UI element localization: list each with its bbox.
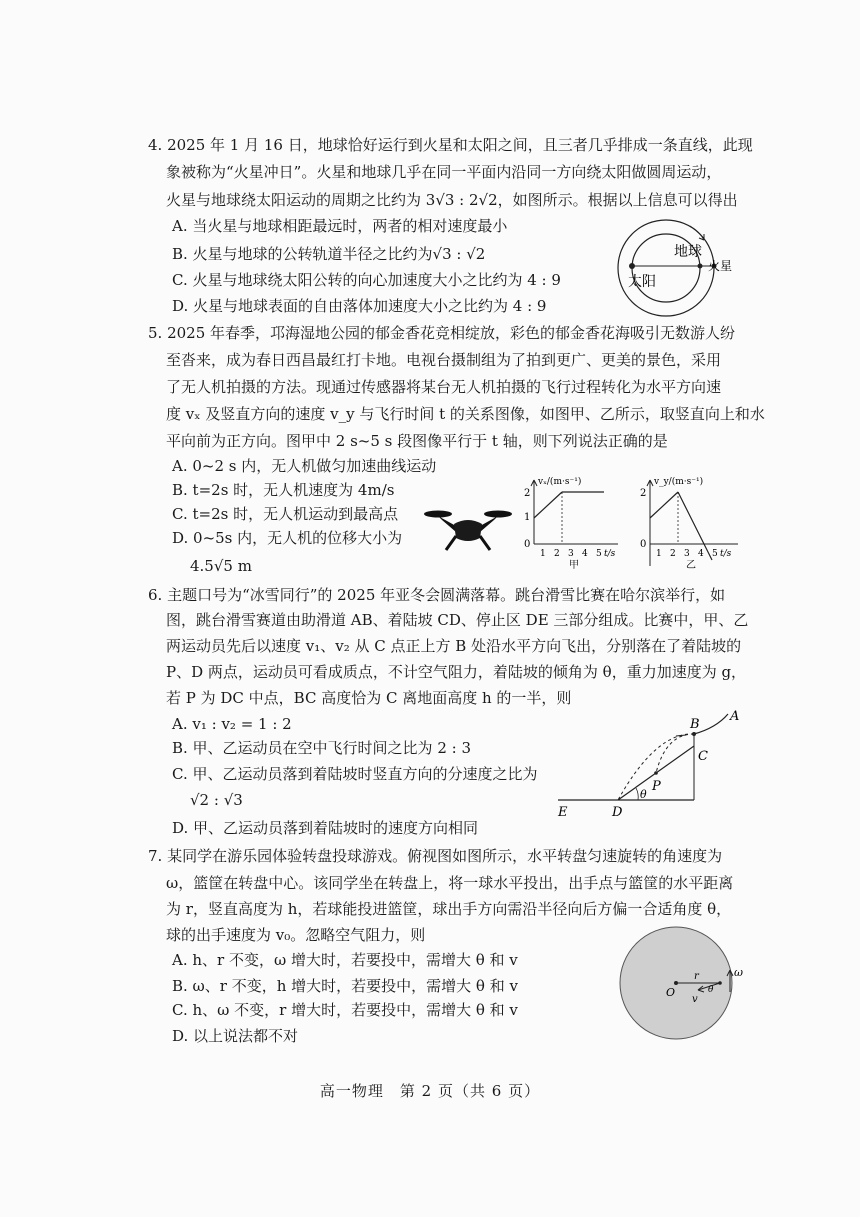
chart-yi	[630, 474, 742, 570]
yi-x-tick-5: 5	[712, 549, 718, 559]
angle-arc	[636, 788, 638, 800]
throw-point	[718, 981, 722, 985]
q7-line-4: 球的出手速度为 v₀。忽略空气阻力，则	[166, 926, 426, 944]
jia-y-label: vₓ/(m·s⁻¹)	[538, 477, 582, 487]
q5-option-d: D. 0~5s 内，无人机的位移大小为	[172, 529, 403, 547]
q5-line-2: 至沓来，成为春日西昌最红打卡地。电视台摄制组为了拍到更广、更美的景色，采用	[166, 351, 722, 369]
label-theta: θ	[640, 788, 647, 801]
q4-option-d: D. 火星与地球表面的自由落体加速度大小之比约为 4 : 9	[172, 297, 547, 315]
q6-line-1: 6. 主题口号为“冰雪同行”的 2025 年亚冬会圆满落幕。跳台滑雪比赛在哈尔滨举行，如	[148, 586, 726, 604]
q7-line-2: ω，篮筐在转盘中心。该同学坐在转盘上，将一球水平投出，出手点与篮筐的水平距离	[166, 874, 734, 892]
q7-line-3: 为 r，竖直高度为 h，若球能投进篮筐，球出手方向需沿半径向后方偏一合适角度 θ，	[166, 900, 732, 918]
yi-x-tick-4: 4	[698, 549, 704, 559]
q6-line-3: 两运动员先后以速度 v₁、v₂ 从 C 点正上方 B 处沿水平方向飞出，分别落在了着陆坡的	[166, 637, 742, 655]
q6-option-c-value: √2 : √3	[190, 791, 243, 809]
jia-x-tick-1: 1	[540, 549, 546, 559]
label-p: P	[652, 779, 661, 794]
chart-jia	[514, 474, 624, 570]
q6-option-b: B. 甲、乙运动员在空中飞行时间之比为 2 : 3	[172, 739, 472, 757]
jia-tick-2: 2	[524, 488, 531, 499]
point-b	[692, 732, 696, 736]
label-omega: ω	[734, 966, 743, 979]
yi-x-unit: t/s	[720, 549, 732, 559]
q4-option-b: B. 火星与地球的公转轨道半径之比约为√3 : √2	[172, 245, 486, 263]
label-theta: θ	[708, 985, 714, 995]
orbit-figure	[608, 214, 748, 322]
jia-x-tick-3: 3	[568, 549, 574, 559]
q5-option-c: C. t=2s 时，无人机运动到最高点	[172, 505, 399, 523]
yi-tick-0: 0	[640, 539, 647, 550]
yi-line-rise	[650, 492, 678, 518]
jia-tick-1: 1	[524, 512, 531, 523]
mars-label: 火星	[708, 259, 733, 273]
yi-x-tick-1: 1	[656, 549, 662, 559]
jia-line-rise	[534, 492, 562, 518]
q5-option-b: B. t=2s 时，无人机速度为 4m/s	[172, 481, 395, 499]
earth-dot	[698, 264, 703, 269]
sun-dot	[629, 263, 635, 269]
jia-x-tick-2: 2	[554, 549, 560, 559]
q5-option-d-value: 4.5√5 m	[190, 557, 252, 575]
drone-illustration	[422, 500, 514, 554]
q6-line-5: 若 P 为 DC 中点，BC 高度恰为 C 离地面高度 h 的一半，则	[166, 689, 572, 707]
jia-tick-0: 0	[524, 539, 531, 550]
q4-line-2: 象被称为“火星冲日”。火星和地球几乎在同一平面内沿同一方向绕太阳做圆周运动，	[166, 163, 722, 181]
jia-x-tick-5: 5	[596, 549, 602, 559]
q4-option-c: C. 火星与地球绕太阳公转的向心加速度大小之比约为 4 : 9	[172, 271, 561, 289]
q4-line-1: 4. 2025 年 1 月 16 日，地球恰好运行到火星和太阳之间，且三者几乎排成一条直线，此现	[148, 136, 753, 154]
trajectory-p	[656, 734, 694, 773]
launch-arrow	[676, 735, 686, 736]
q6-option-d: D. 甲、乙运动员落到着陆坡时的速度方向相同	[172, 819, 479, 837]
page-footer: 高一物理 第 2 页（共 6 页）	[319, 1082, 541, 1100]
drone-body	[454, 520, 482, 541]
q7-option-a: A. h、r 不变，ω 增大时，若要投中，需增大 θ 和 v	[172, 951, 518, 969]
q4-line-3: 火星与地球绕太阳运动的周期之比约为 3√3 : 2√2，如图所示。根据以上信息可以得出	[166, 191, 738, 209]
q6-line-4: P、D 两点，运动员可看成质点，不计空气阻力，着陆坡的倾角为 θ，重力加速度为 g，	[166, 663, 747, 681]
yi-x-tick-2: 2	[670, 549, 676, 559]
label-o: O	[666, 986, 676, 999]
label-b: B	[690, 717, 700, 732]
q5-line-1: 5. 2025 年春季，邛海湿地公园的郁金香花竞相绽放，彩色的郁金香花海吸引无数游人纷	[148, 324, 736, 342]
q7-option-c: C. h、ω 不变，r 增大时，若要投中，需增大 θ 和 v	[172, 1001, 518, 1019]
q5-option-a: A. 0~2 s 内，无人机做匀加速曲线运动	[172, 457, 437, 475]
earth-label: 地球	[674, 244, 702, 260]
q7-option-b: B. ω、r 不变，h 增大时，若要投中，需增大 θ 和 v	[172, 977, 518, 995]
yi-y-label: v_y/(m·s⁻¹)	[654, 477, 704, 487]
label-d: D	[612, 805, 623, 820]
label-r: r	[694, 971, 699, 982]
label-c: C	[698, 749, 708, 764]
yi-tick-2: 2	[640, 488, 647, 499]
label-a: A	[730, 709, 740, 724]
rotor-right	[484, 511, 512, 518]
q5-line-4: 度 vₓ 及竖直方向的速度 v_y 与飞行时间 t 的关系图像，如图甲、乙所示，取竖直向上和水	[166, 405, 765, 423]
q6-option-c: C. 甲、乙运动员落到着陆坡时竖直方向的分速度之比为	[172, 765, 538, 783]
q7-line-1: 7. 某同学在游乐园体验转盘投球游戏。俯视图如图所示，水平转盘匀速旋转的角速度为	[148, 847, 723, 865]
label-v: v	[692, 994, 698, 1005]
q5-line-3: 了无人机拍摄的方法。现通过传感器将某台无人机拍摄的飞行过程转化为水平方向速	[166, 378, 722, 396]
ski-jump-figure	[556, 708, 744, 820]
point-p	[654, 771, 658, 775]
q7-option-d: D. 以上说法都不对	[172, 1027, 299, 1045]
yi-x-tick-3: 3	[684, 549, 690, 559]
rotor-left	[424, 511, 452, 518]
sun-label: 太阳	[628, 274, 656, 290]
q5-line-5: 平向前为正方向。图甲中 2 s~5 s 段图像平行于 t 轴，则下列说法正确的是	[166, 432, 668, 450]
q6-line-2: 图，跳台滑雪赛道由助滑道 AB、着陆坡 CD、停止区 DE 三部分组成。比赛中，甲、乙	[166, 611, 749, 629]
jia-x-unit: t/s	[604, 549, 616, 559]
q4-option-a: A. 当火星与地球相距最远时，两者的相对速度最小	[172, 217, 508, 235]
q6-option-a: A. v₁ : v₂ = 1 : 2	[172, 715, 292, 733]
turntable-figure	[616, 924, 748, 1042]
yi-name: 乙	[686, 560, 696, 570]
jia-name: 甲	[569, 560, 579, 570]
jia-x-tick-4: 4	[582, 549, 588, 559]
label-e: E	[558, 805, 568, 820]
